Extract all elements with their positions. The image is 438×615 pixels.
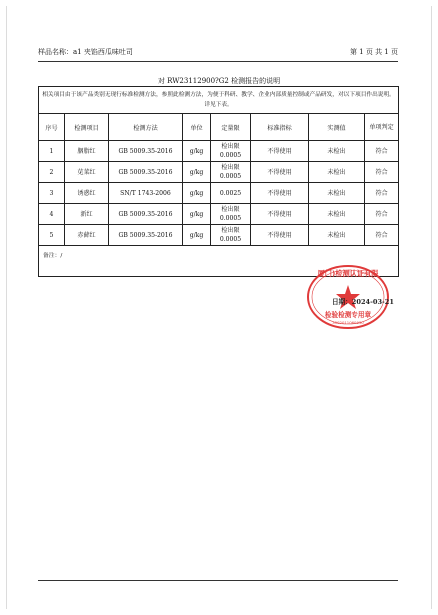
measured-value: 未检出 — [309, 225, 365, 246]
remark: 备注：/ — [39, 246, 399, 277]
test-method: GB 5009.35-2016 — [109, 141, 183, 162]
unit: g/kg — [183, 183, 211, 204]
quantitation-limit — [211, 141, 251, 162]
column-header: 实测值 — [309, 114, 365, 141]
page-number: 第 1 页 共 1 页 — [349, 48, 398, 56]
loq-label: 检出限 — [221, 206, 240, 213]
column-header: 单位 — [183, 114, 211, 141]
table-row — [39, 183, 399, 204]
column-header: 单项判定 — [365, 114, 399, 141]
svg-text:厦门)检测认证有限: 厦门)检测认证有限 — [317, 269, 379, 278]
standard-limit: 不得使用 — [251, 162, 309, 183]
loq-label: 检出限 — [221, 143, 240, 150]
header-divider — [38, 61, 398, 62]
test-item: 新红 — [65, 204, 109, 225]
row-number: 1 — [39, 141, 65, 162]
row-number: 5 — [39, 225, 65, 246]
row-number: 2 — [39, 162, 65, 183]
verdict: 符合 — [365, 225, 399, 246]
table-row — [39, 225, 399, 246]
test-method: GB 5009.35-2016 — [109, 204, 183, 225]
test-item: 苋菜红 — [65, 162, 109, 183]
loq-label: 检出限 — [221, 227, 240, 234]
column-header: 检测方法 — [109, 114, 183, 141]
loq-value: 0.0005 — [219, 215, 242, 222]
test-item: 赤藓红 — [65, 225, 109, 246]
test-item: 诱惑红 — [65, 183, 109, 204]
sample-name: 样品名称：a1 夹馅西瓜味吐司 — [38, 48, 133, 56]
measured-value: 未检出 — [309, 204, 365, 225]
unit: g/kg — [183, 204, 211, 225]
loq-value: 0.0005 — [219, 152, 242, 159]
unit: g/kg — [183, 225, 211, 246]
row-number: 4 — [39, 204, 65, 225]
measured-value: 未检出 — [309, 183, 365, 204]
results-table — [38, 86, 399, 277]
report-date: 日期：2024-03-21 — [332, 298, 394, 306]
row-number: 3 — [39, 183, 65, 204]
loq-value: 0.0005 — [219, 236, 242, 243]
test-method: SN/T 1743-2006 — [109, 183, 183, 204]
results-table-container — [38, 86, 398, 277]
svg-text:检验检测专用章: 检验检测专用章 — [324, 311, 372, 319]
verdict: 符合 — [365, 183, 399, 204]
column-header: 检测项目 — [65, 114, 109, 141]
table-header-row — [39, 114, 399, 141]
column-header: 序号 — [39, 114, 65, 141]
quantitation-limit — [211, 162, 251, 183]
standard-limit: 不得使用 — [251, 183, 309, 204]
quantitation-limit — [211, 204, 251, 225]
explanation-note: 相关项目由于该产品类别无现行标准检测方法，参照此检测方法，为便于科研、教学、企业内部质量控制或产品研发，对以下项目作出说明。详见下表。 — [39, 87, 399, 114]
standard-limit: 不得使用 — [251, 204, 309, 225]
footer-divider — [38, 580, 398, 581]
standard-limit: 不得使用 — [251, 141, 309, 162]
verdict: 符合 — [365, 162, 399, 183]
verdict: 符合 — [365, 204, 399, 225]
svg-text:3502011060930: 3502011060930 — [332, 320, 364, 325]
test-item: 胭脂红 — [65, 141, 109, 162]
test-method: GB 5009.35-2016 — [109, 162, 183, 183]
table-row — [39, 141, 399, 162]
loq-value: 0.0025 — [219, 189, 242, 197]
standard-limit: 不得使用 — [251, 225, 309, 246]
loq-label: 检出限 — [221, 164, 240, 171]
loq-value: 0.0005 — [219, 173, 242, 180]
quantitation-limit — [211, 225, 251, 246]
column-header: 定量限 — [211, 114, 251, 141]
column-header: 标准指标 — [251, 114, 309, 141]
quantitation-limit — [211, 183, 251, 204]
table-row — [39, 204, 399, 225]
test-method: GB 5009.35-2016 — [109, 225, 183, 246]
measured-value: 未检出 — [309, 162, 365, 183]
report-title: 对 RW23112900?G2 检测报告的说明 — [157, 77, 281, 85]
unit: g/kg — [183, 141, 211, 162]
measured-value: 未检出 — [309, 141, 365, 162]
table-row — [39, 162, 399, 183]
unit: g/kg — [183, 162, 211, 183]
verdict: 符合 — [365, 141, 399, 162]
